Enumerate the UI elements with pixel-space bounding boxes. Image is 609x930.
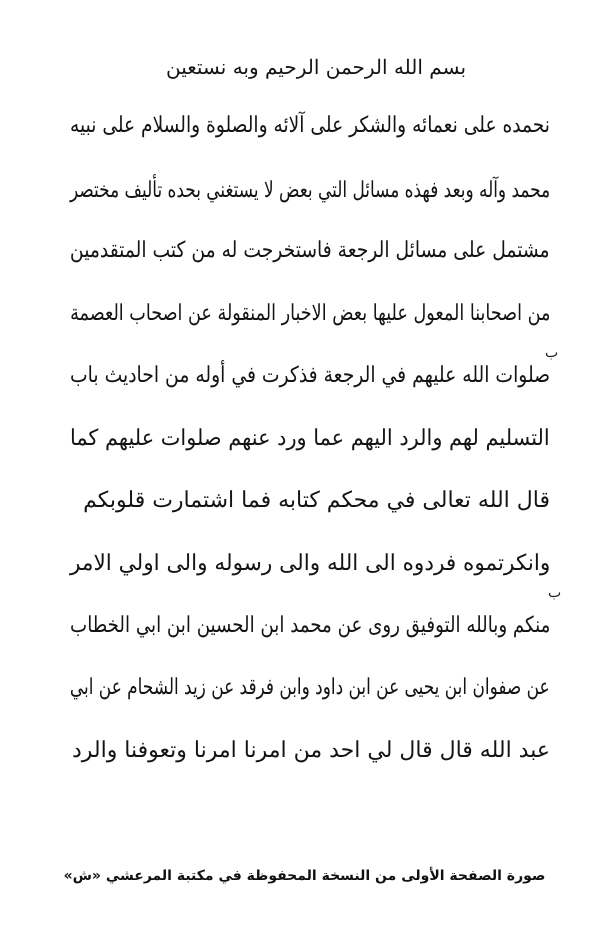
manuscript-line-5: صلوات الله عليهم في الرجعة فذكرت في أوله من احاديث باب xyxy=(69,363,550,388)
manuscript-line-6: التسليم لهم والرد اليهم عما ورد عنهم صلوات عليهم كما xyxy=(70,426,550,451)
margin-mark-1: ب xyxy=(545,345,559,361)
manuscript-line-11: عبد الله قال قال لي احد من امرنا امرنا وتعوفنا والرد xyxy=(71,738,550,763)
manuscript-line-3: مشتمل على مسائل الرجعة فاستخرجت له من كتب المتقدمين xyxy=(70,238,550,263)
manuscript-line-10: عن صفوان ابن يحيى عن ابن داود وابن فرقد عن زيد الشحام عن ابي xyxy=(70,675,550,700)
manuscript-line-4: من اصحابنا المعول عليها بعض الاخبار المنقولة عن اصحاب العصمة xyxy=(69,301,550,326)
manuscript-line-7: قال الله تعالى في محكم كتابه فما اشتمارت قلوبكم xyxy=(83,488,550,513)
manuscript-line-8: وانكرتموه فردوه الى الله والى رسوله والى اولي الامر xyxy=(69,551,550,576)
manuscript-line-2: محمد وآله وبعد فهذه مسائل التي بعض لا يستغني بحده تأليف مختصر xyxy=(69,178,550,203)
page-caption: صورة الصفحة الأولى من النسخة المحفوظة في مكتبة المرعشي «ش» xyxy=(63,868,546,884)
manuscript-line-1: نحمده على نعمائه والشكر على آلائه والصلوة والسلام على نبيه xyxy=(69,113,551,138)
manuscript-line-9: منكم وبالله التوفيق روى عن محمد ابن الحسين ابن ابي الخطاب xyxy=(69,613,550,638)
margin-mark-2: ب xyxy=(548,585,562,601)
manuscript-page xyxy=(69,45,562,805)
basmala-heading: بسم الله الرحمن الرحيم وبه نستعين xyxy=(165,55,467,79)
